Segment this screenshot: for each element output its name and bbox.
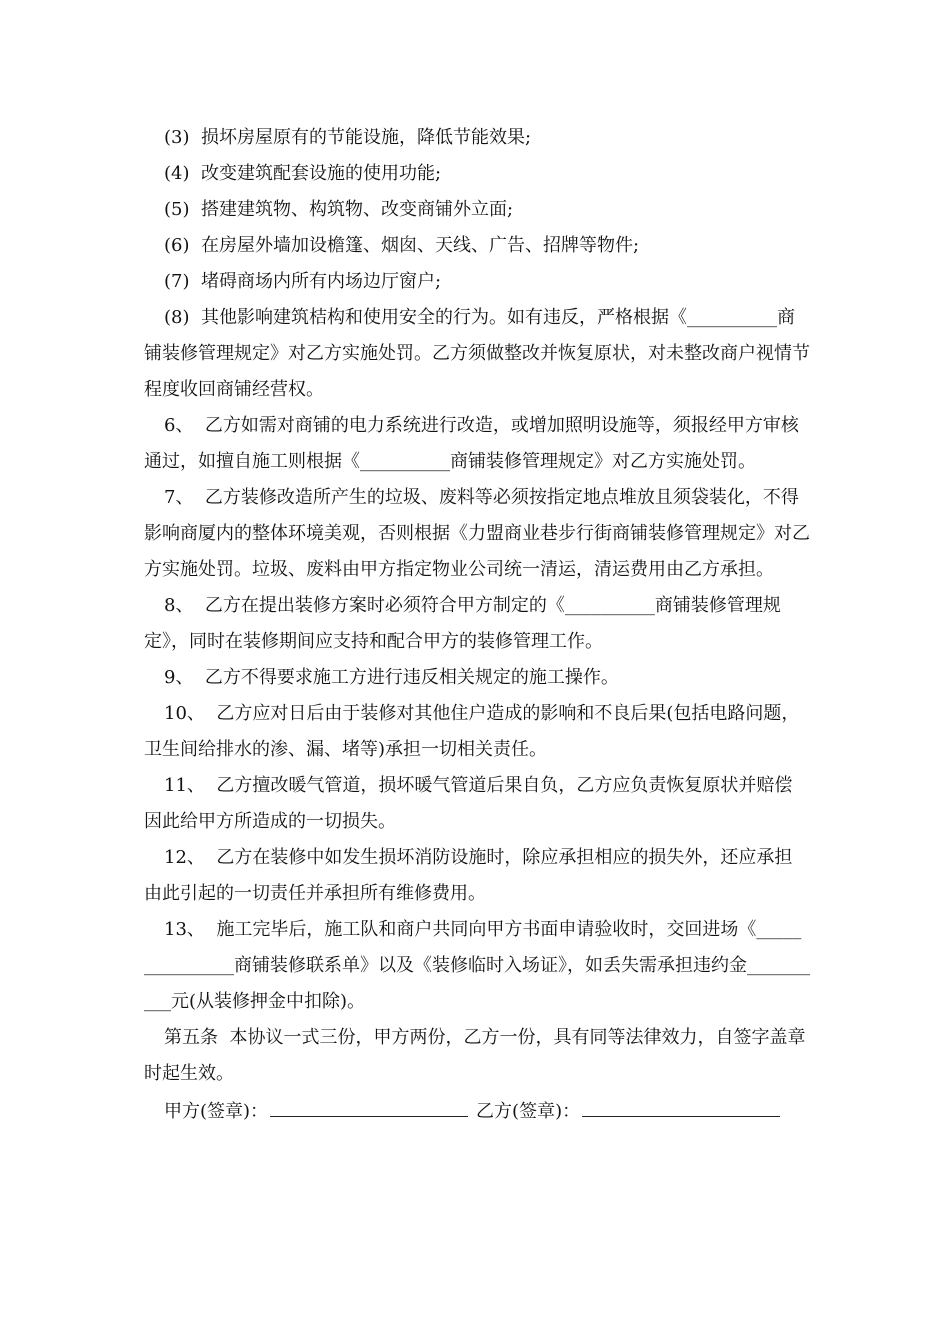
clause-item-6: (6) 在房屋外墙加设檐篷、烟囱、天线、广告、招牌等物件; [164, 235, 640, 256]
clause-9: 9、 乙方不得要求施工方进行违反相关规定的施工操作。 [164, 667, 619, 688]
clause-6: 6、 乙方如需对商铺的电力系统进行改造，或增加照明设施等，须报经甲方审核通过，如擅自施工则根据《__________商铺装修管理规定》对乙方实施处罚。 [144, 415, 799, 472]
clause-item-5: (5) 搭建建筑物、构筑物、改变商铺外立面; [164, 199, 514, 220]
party-b-signature-label: 乙方(签章)： [476, 1101, 581, 1122]
clause-12: 12、 乙方在装修中如发生损坏消防设施时，除应承担相应的损失外，还应承担由此引起的一切责任并承担所有维修费用。 [144, 847, 793, 904]
clause-8: 8、 乙方在提出装修方案时必须符合甲方制定的《__________商铺装修管理规定》，同时在装修期间应支持和配合甲方的装修管理工作。 [144, 595, 781, 652]
document-page [144, 120, 810, 1130]
signature-row [144, 1094, 810, 1130]
clause-7: 7、 乙方装修改造所产生的垃圾、废料等必须按指定地点堆放且须袋装化，不得影响商厦内的整体环境美观，否则根据《力盟商业巷步行街商铺装修管理规定》对乙方实施处罚。垃圾、废料由甲方指定物业公司统一清运，清运费用由乙方承担。 [144, 487, 810, 580]
clause-item-4: (4) 改变建筑配套设施的使用功能; [164, 163, 442, 184]
clause-item-8: (8) 其他影响建筑桔构和使用安全的行为。如有违反，严格根据《__________商铺装修管理规定》对乙方实施处罚。乙方须做整改并恢复原状，对未整改商户视情节程度收回商铺经营权。 [144, 307, 810, 400]
party-a-signature-line[interactable] [270, 1094, 468, 1117]
party-a-signature-label: 甲方(签章)： [164, 1101, 269, 1122]
clause-10: 10、 乙方应对日后由于装修对其他住户造成的影响和不良后果(包括电路问题，卫生间给排水的渗、漏、堵等)承担一切相关责任。 [144, 703, 800, 760]
clause-item-7: (7) 堵碍商场内所有内场边厅窗户; [164, 271, 442, 292]
article-5: 第五条 本协议一式三份，甲方两份，乙方一份，具有同等法律效力，自签字盖章时起生效。 [144, 1027, 806, 1084]
clause-11: 11、 乙方擅改暖气管道，损坏暖气管道后果自负，乙方应负责恢复原状并赔偿因此给甲方所造成的一切损失。 [144, 775, 793, 832]
clause-13: 13、 施工完毕后，施工队和商户共同向甲方书面申请验收时，交回进场《_______________商铺装修联系单》以及《装修临时入场证》，如丢失需承担违约金__________元(从装修押金中扣除)。 [144, 919, 810, 1012]
clause-item-3: (3) 损坏房屋原有的节能设施，降低节能效果; [164, 127, 532, 148]
party-b-signature-line[interactable] [582, 1094, 780, 1117]
